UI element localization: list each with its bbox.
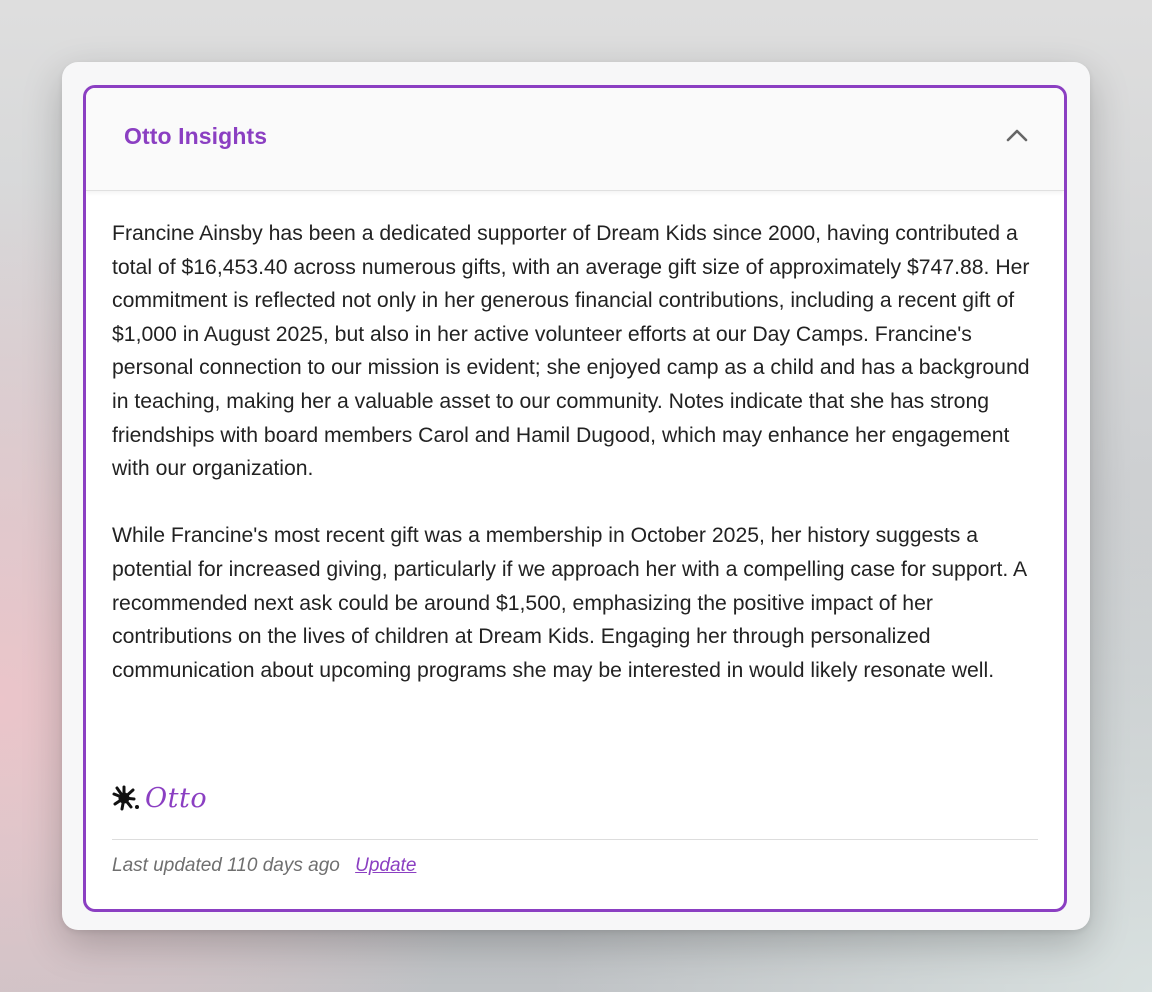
- update-link[interactable]: Update: [355, 855, 417, 876]
- panel-title: Otto Insights: [124, 123, 268, 149]
- insights-body: [112, 217, 1038, 687]
- panel-footer: [112, 855, 416, 877]
- otto-insights-panel: [83, 85, 1067, 912]
- footer-divider: [112, 839, 1038, 840]
- chevron-up-icon: [1006, 128, 1028, 142]
- insight-paragraph: Francine Ainsby has been a dedicated supporter of Dream Kids since 2000, having contributed a total of $16,453.40 across numerous gifts, with an average gift size of approximately $747.88. Her commitment is reflected not only in her generous financial contributions, including a recent gift of $1,000 in August 2025, but also in her active volunteer efforts at our Day Camps. Francine's personal connection to our mission is evident; she enjoyed camp as a child and has a background in teaching, making her a valuable asset to our community. Notes indicate that she has strong friendships with board members Carol and Hamil Dugood, which may enhance her engagement with our organization.: [112, 222, 1030, 481]
- panel-header[interactable]: [86, 88, 1064, 191]
- last-updated-text: Last updated 110 days ago: [112, 855, 340, 876]
- otto-signature: [112, 782, 207, 814]
- otto-splat-icon: [112, 785, 140, 811]
- collapse-toggle-button[interactable]: [1000, 118, 1034, 152]
- insight-paragraph: While Francine's most recent gift was a membership in October 2025, her history suggests a potential for increased giving, particularly if we approach her with a compelling case for support. A recommended next ask could be around $1,500, emphasizing the positive impact of her contributions on the lives of children at Dream Kids. Engaging her through personalized communication about upcoming programs she may be interested in would likely resonate well.: [112, 524, 1026, 682]
- otto-signature-name: Otto: [145, 782, 208, 814]
- insights-card: [62, 62, 1090, 930]
